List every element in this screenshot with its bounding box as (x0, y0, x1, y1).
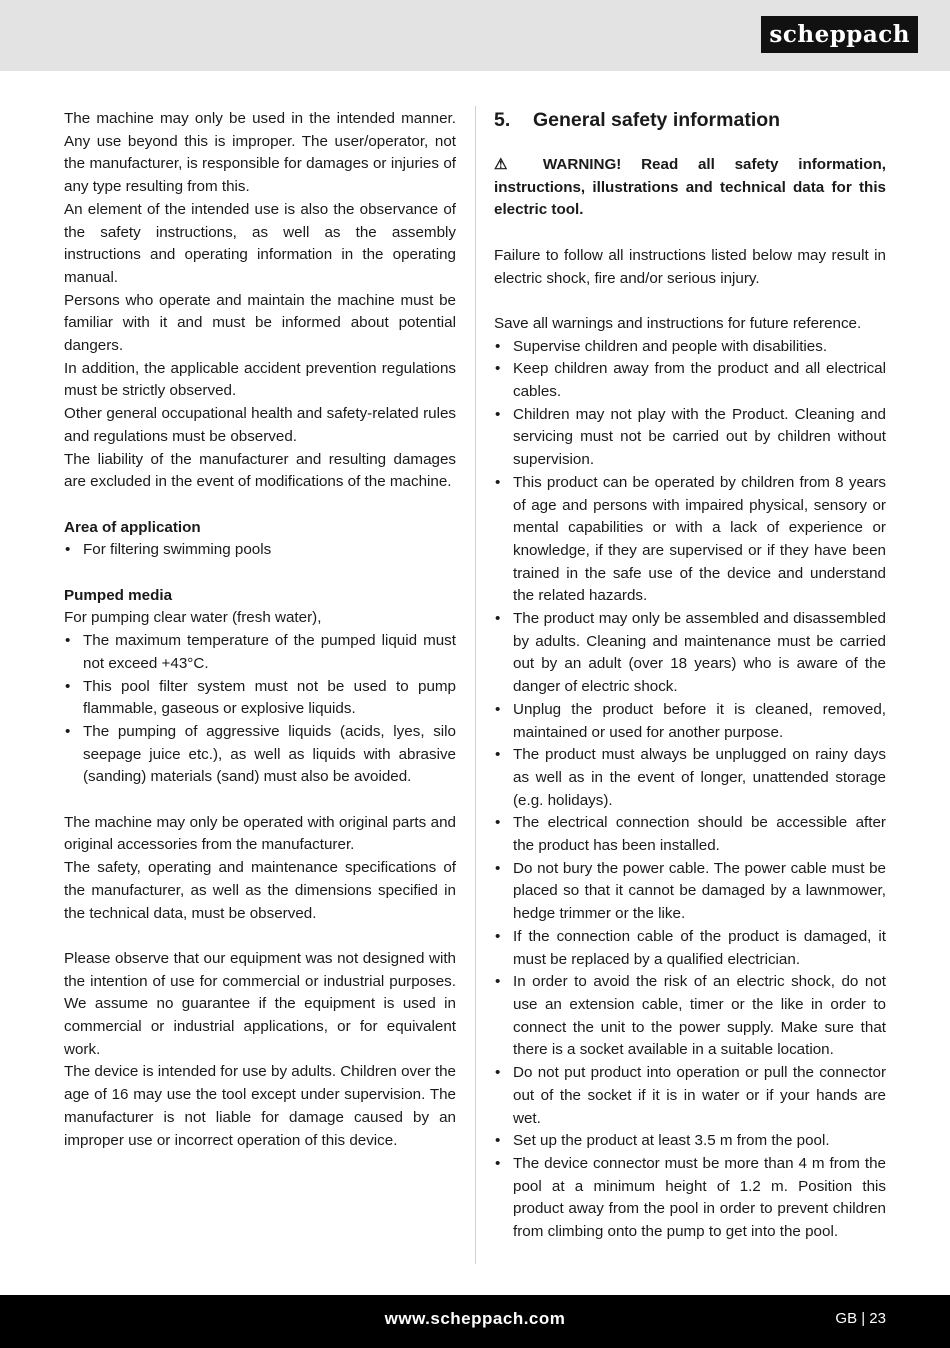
paragraph: Please observe that our equipment was not designed with the intention of use for commercial or industrial purposes. We assume no guarantee if the equipment is used in commercial or industrial applications, or for equivalent work. (64, 949, 456, 1058)
list-item: • The product may only be assembled and disassembled by adults. Cleaning and maintenance must be carried out by an adult (over 18 years) who is aware of the danger of electric shock. (494, 608, 886, 699)
right-column (494, 108, 886, 1244)
column-divider (475, 106, 476, 1264)
list-item: • Children may not play with the Product. Cleaning and servicing must not be carried out by children without supervision. (494, 404, 886, 472)
list-item: • In order to avoid the risk of an electric shock, do not use an extension cable, timer or the like in order to connect the unit to the power supply. Make sure that there is a socket available in a suitable location. (494, 971, 886, 1062)
list-item: • This pool filter system must not be used to pump flammable, gaseous or explosive liquids. (64, 676, 456, 721)
paragraph: An element of the intended use is also the observance of the safety instructions, as well as the assembly instructions and operating information in the operating manual. (64, 200, 456, 286)
paragraph: Save all warnings and instructions for future reference. (494, 314, 862, 332)
media-list (64, 630, 456, 789)
list-item: • The pumping of aggressive liquids (acids, lyes, silo seepage juice etc.), as well as liquids with abrasive (sanding) materials (sand) must also be avoided. (64, 721, 456, 789)
page-number: GB | 23 (835, 1310, 886, 1327)
section-number: 5. (494, 109, 511, 131)
section-title: General safety information (533, 109, 781, 131)
paragraph: Other general occupational health and safety-related rules and regulations must be observed. (64, 405, 456, 445)
left-column (64, 108, 456, 1152)
paragraph: The liability of the manufacturer and resulting damages are excluded in the event of modifications of the machine. (64, 450, 456, 491)
list-item: • The device connector must be more than 4 m from the pool at a minimum height of 1.2 m. Position this product away from the pool in order to prevent children from climbing onto the pump to get into the pool. (494, 1153, 886, 1244)
list-item: • This product can be operated by children from 8 years of age and persons with impaired physical, sensory or mental capabilities or with a lack of experience or knowledge, if they are supervised or if they have been trained in the safe use of the device and understand the related hazards. (494, 472, 886, 608)
list-item: • Unplug the product before it is cleaned, removed, maintained or used for another purpose. (494, 699, 886, 744)
list-item: • Keep children away from the product and all electrical cables. (494, 358, 886, 403)
section-heading (494, 108, 886, 154)
list-item: • Supervise children and people with disabilities. (494, 336, 886, 359)
paragraph: The machine may only be operated with original parts and original accessories from the manufacturer. (64, 813, 456, 854)
brand-logo: scheppach (761, 16, 918, 53)
list-item: • The maximum temperature of the pumped liquid must not exceed +43°C. (64, 630, 456, 675)
area-list (64, 539, 456, 562)
list-item: • The product must always be unplugged on rainy days as well as in the event of longer, unattended storage (e.g. holidays). (494, 744, 886, 812)
list-item: • For filtering swimming pools (64, 539, 456, 562)
list-item: • Set up the product at least 3.5 m from the pool. (494, 1130, 886, 1153)
warning-text: ⚠ WARNING! Read all safety information, instructions, illustrations and technical data for this electric tool. (494, 156, 886, 219)
paragraph: Persons who operate and maintain the machine must be familiar with it and must be informed about potential dangers. (64, 291, 456, 355)
list-item: • Do not bury the power cable. The power cable must be placed so that it cannot be damaged by a lawnmower, hedge trimmer or the like. (494, 858, 886, 926)
warning-icon: ⚠ (494, 156, 524, 173)
paragraph: Failure to follow all instructions listed below may result in electric shock, fire and/or serious injury. (494, 246, 886, 287)
paragraph: The device is intended for use by adults. Children over the age of 16 may use the tool except under supervision. The manufacturer is not liable for damage caused by an improper use or incorrect operation of this device. (64, 1063, 456, 1149)
list-item: • Do not put product into operation or pull the connector out of the socket if it is in water or if your hands are wet. (494, 1062, 886, 1130)
page-header (0, 0, 950, 71)
safety-list (494, 336, 886, 1244)
paragraph: The machine may only be used in the intended manner. Any use beyond this is improper. The user/operator, not the manufacturer, is responsible for damages or injuries of any type resulting from this. (64, 110, 456, 196)
page-footer (0, 1295, 950, 1348)
paragraph: The safety, operating and maintenance specifications of the manufacturer, as well as the dimensions specified in the technical data, must be observed. (64, 859, 456, 922)
list-item: • If the connection cable of the product is damaged, it must be replaced by a qualified electrician. (494, 926, 886, 971)
area-heading: Area of application (64, 518, 201, 536)
list-item: • The electrical connection should be accessible after the product has been installed. (494, 812, 886, 857)
paragraph: For pumping clear water (fresh water), (64, 609, 322, 627)
paragraph: In addition, the applicable accident prevention regulations must be strictly observed. (64, 359, 456, 400)
website-url: www.scheppach.com (384, 1309, 566, 1328)
media-heading: Pumped media (64, 586, 173, 604)
